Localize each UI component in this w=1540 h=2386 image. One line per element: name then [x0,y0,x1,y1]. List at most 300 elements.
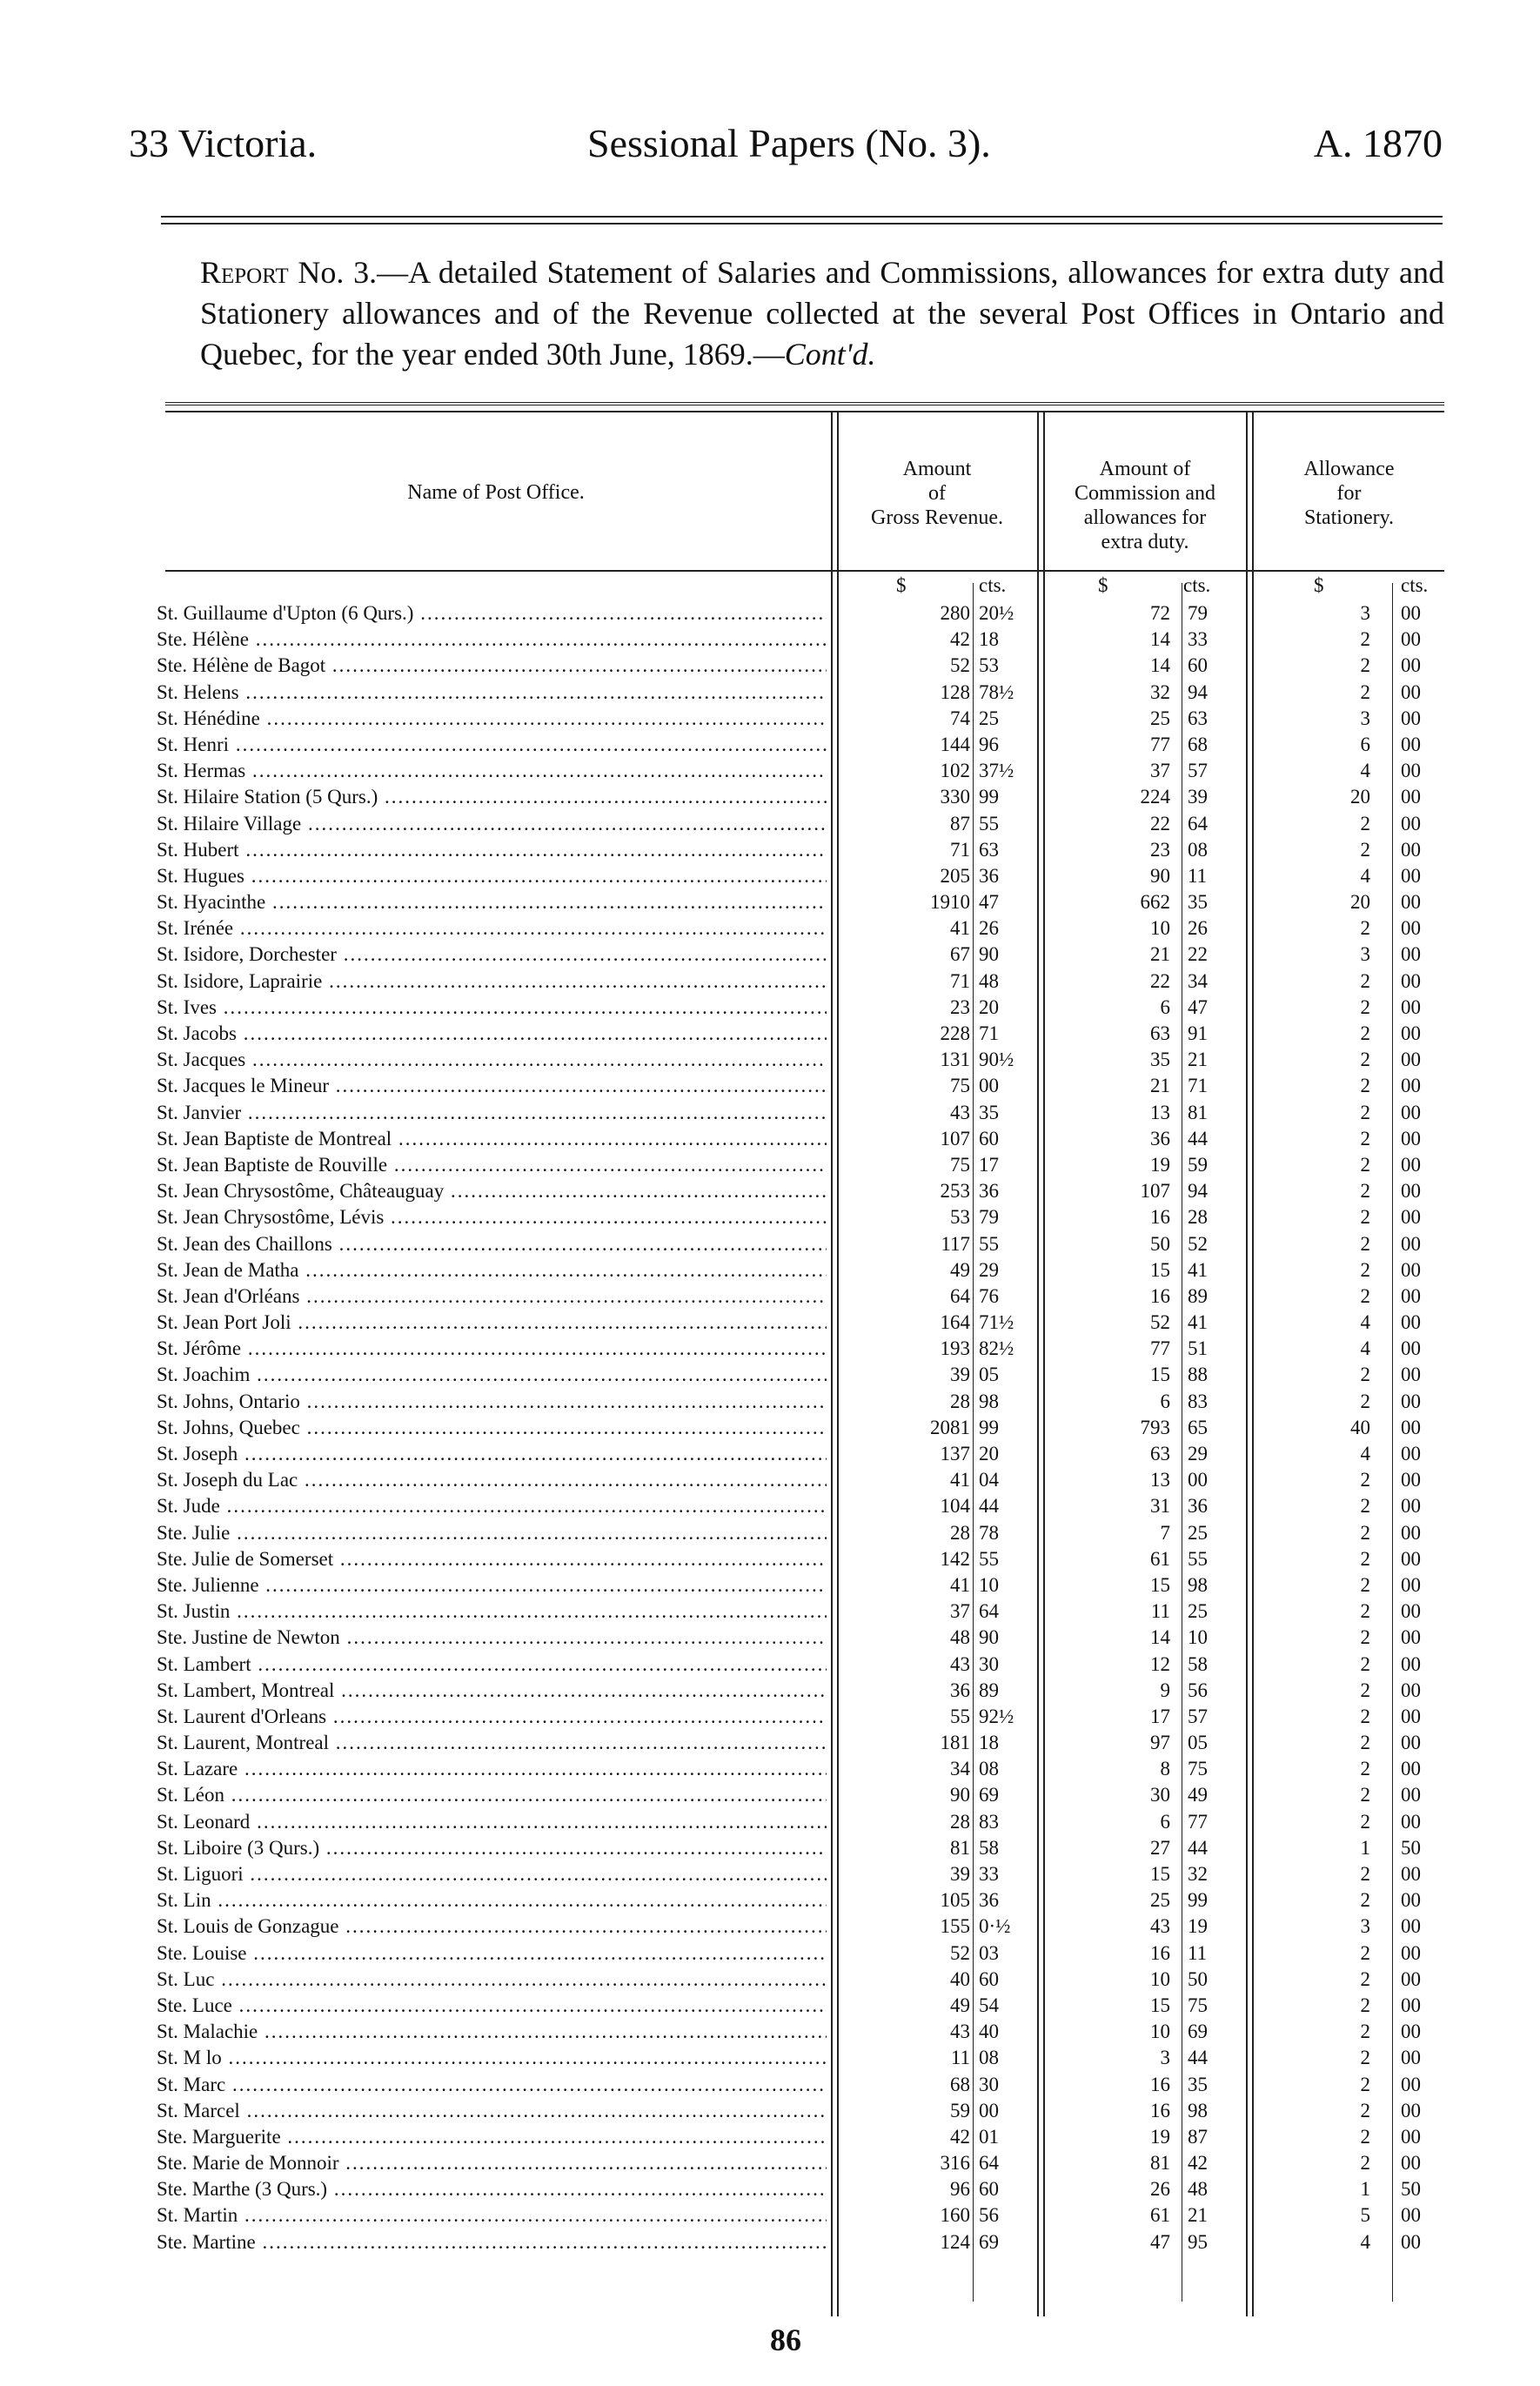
amount-com-c: 36 [1188,1495,1208,1518]
post-office-name: St. Liboire (3 Qurs.) ..... [157,1835,827,1861]
amount-com-d: 16 [1150,2073,1170,2095]
post-office-table [157,600,1444,2255]
amount-sta-d: 2 [1360,654,1370,677]
amount-rev-d: 34 [950,1758,970,1780]
table-row [157,863,1444,889]
amount-com-d: 81 [1150,2152,1170,2175]
table-row [157,758,1444,784]
post-office-name: St. Janvier ..... [157,1100,827,1126]
post-office-name: St. Joseph ..... [157,1441,827,1467]
amount-rev-c: 69 [979,2230,999,2253]
amount-sta-d: 2 [1360,2021,1370,2043]
header-left: 33 Victoria. [129,121,318,165]
amount-sta-c: 00 [1401,1337,1421,1360]
amount-com-c: 65 [1188,1416,1208,1438]
col-header-stationery-line: for [1336,482,1362,505]
table-row [157,1782,1444,1808]
amount-rev-c: 20 [979,995,999,1018]
amount-sta-c: 00 [1401,1573,1421,1596]
amount-sta-c: 00 [1401,733,1421,755]
amount-rev-d: 36 [950,1679,970,1701]
amount-rev-c: 63 [979,838,999,861]
post-office-name: St. Hénédine ..... [157,706,827,732]
amount-sta-d: 2 [1360,838,1370,861]
amount-com-c: 51 [1188,1337,1208,1360]
header-center: Sessional Papers (No. 3). [587,121,991,165]
amount-com-c: 08 [1188,838,1208,861]
post-office-name: St. Marcel ..... [157,2098,827,2124]
post-office-name: St. Jean Chrysostôme, Lévis ..... [157,1204,827,1230]
amount-rev-c: 56 [979,2204,999,2227]
table-row [157,1861,1444,1887]
amount-rev-d: 42 [950,2125,970,2148]
amount-com-d: 21 [1150,1075,1170,1097]
amount-rev-c: 76 [979,1284,999,1307]
amount-rev-c: 60 [979,2178,999,2201]
post-office-name: Ste. Luce ..... [157,1993,827,2019]
amount-sta-d: 3 [1360,707,1370,729]
amount-sta-d: 2 [1360,1258,1370,1281]
amount-com-c: 41 [1188,1258,1208,1281]
amount-com-d: 16 [1150,1941,1170,1964]
amount-com-c: 79 [1188,602,1208,624]
post-office-name: St. Hubert ..... [157,837,827,863]
amount-rev-d: 39 [950,1863,970,1885]
amount-rev-c: 90½ [979,1049,1014,1071]
amount-sta-c: 00 [1401,838,1421,861]
amount-com-d: 8 [1160,1758,1170,1780]
amount-sta-d: 2 [1360,1758,1370,1780]
amount-com-c: 11 [1188,1941,1208,1964]
amount-com-d: 6 [1160,1390,1170,1412]
amount-sta-c: 00 [1401,2125,1421,2148]
amount-sta-d: 4 [1360,760,1370,782]
table-row [157,889,1444,915]
post-office-name: St. Lin ..... [157,1887,827,1913]
report-intro [200,252,1444,375]
amount-com-d: 61 [1150,2204,1170,2227]
amount-sta-d: 2 [1360,917,1370,940]
amount-com-c: 35 [1188,2073,1208,2095]
table-row [157,2150,1444,2176]
amount-rev-d: 228 [940,1022,970,1044]
amount-rev-d: 28 [950,1810,970,1833]
amount-sta-d: 20 [1350,891,1370,914]
amount-rev-c: 00 [979,1075,999,1097]
amount-sta-c: 00 [1401,1758,1421,1780]
col-header-revenue-line: Amount [902,458,972,480]
amount-rev-c: 01 [979,2125,999,2148]
amount-com-d: 25 [1150,707,1170,729]
table-row [157,1336,1444,1362]
amount-rev-c: 64 [979,1600,999,1623]
amount-sta-d: 2 [1360,628,1370,651]
page-number: 86 [770,2322,801,2357]
amount-rev-d: 52 [950,654,970,677]
post-office-name: St. Hugues ..... [157,863,827,889]
table-row [157,1073,1444,1099]
amount-com-d: 19 [1150,2125,1170,2148]
table-row [157,1021,1444,1047]
post-office-name: St. Laurent, Montreal ..... [157,1730,827,1756]
table-row [157,1257,1444,1283]
amount-com-c: 50 [1188,1967,1208,1990]
amount-rev-d: 67 [950,943,970,966]
post-office-name: St. Joseph du Lac ..... [157,1467,827,1493]
post-office-name: St. Isidore, Dorchester ..... [157,942,827,968]
amount-com-c: 98 [1188,1573,1208,1596]
amount-sta-c: 00 [1401,1863,1421,1885]
amount-com-c: 64 [1188,812,1208,834]
amount-com-c: 00 [1188,1469,1208,1491]
header-rule-top [161,216,1443,218]
amount-rev-c: 18 [979,628,999,651]
amount-com-c: 94 [1188,680,1208,703]
amount-rev-c: 08 [979,1758,999,1780]
table-row [157,968,1444,995]
col-header-revenue-line: Gross Revenue. [871,506,1003,529]
amount-com-c: 48 [1188,2178,1208,2201]
amount-rev-c: 18 [979,1732,999,1754]
amount-com-c: 88 [1188,1364,1208,1386]
amount-rev-d: 193 [940,1337,970,1360]
amount-com-d: 31 [1150,1495,1170,1518]
amount-rev-c: 30 [979,2073,999,2095]
amount-sta-d: 2 [1360,1810,1370,1833]
amount-rev-c: 25 [979,707,999,729]
table-row [157,706,1444,732]
amount-rev-c: 20½ [979,602,1014,624]
table-row [157,2098,1444,2124]
amount-rev-d: 124 [940,2230,970,2253]
unit-cents-revenue: cts. [979,574,1007,596]
post-office-name: St. Hyacinthe ..... [157,889,827,915]
table-row [157,837,1444,863]
post-office-name: St. Lambert ..... [157,1652,827,1678]
amount-sta-c: 00 [1401,1364,1421,1386]
amount-com-d: 72 [1150,602,1170,624]
amount-com-d: 22 [1150,812,1170,834]
amount-sta-c: 00 [1401,917,1421,940]
amount-com-d: 77 [1150,1337,1170,1360]
amount-com-c: 56 [1188,1679,1208,1701]
amount-com-d: 47 [1150,2230,1170,2253]
amount-sta-d: 2 [1360,1784,1370,1806]
amount-sta-c: 00 [1401,995,1421,1018]
amount-sta-c: 00 [1401,1652,1421,1675]
post-office-name: St. Hilaire Village ..... [157,811,827,837]
amount-sta-d: 3 [1360,1915,1370,1938]
amount-rev-d: 43 [950,1652,970,1675]
amount-com-c: 32 [1188,1863,1208,1885]
amount-sta-d: 2 [1360,1153,1370,1176]
amount-com-d: 50 [1150,1232,1170,1255]
amount-sta-c: 00 [1401,1732,1421,1754]
amount-sta-c: 00 [1401,1784,1421,1806]
amount-sta-c: 00 [1401,1258,1421,1281]
amount-sta-d: 2 [1360,1390,1370,1412]
amount-rev-d: 2081 [930,1416,970,1438]
table-row [157,2124,1444,2150]
table-row [157,1415,1444,1441]
post-office-name: St. Irénée ..... [157,915,827,942]
amount-com-d: 21 [1150,943,1170,966]
amount-rev-c: 60 [979,1967,999,1990]
amount-com-d: 14 [1150,628,1170,651]
post-office-name: St. Jean de Matha ..... [157,1257,827,1283]
amount-com-d: 13 [1150,1101,1170,1123]
post-office-name: St. Hermas ..... [157,758,827,784]
unit-dollar-stationery: $ [1314,574,1324,596]
amount-rev-d: 142 [940,1547,970,1570]
amount-rev-d: 1910 [930,891,970,914]
amount-rev-c: 29 [979,1258,999,1281]
amount-rev-d: 43 [950,2021,970,2043]
amount-com-d: 10 [1150,2021,1170,2043]
amount-sta-c: 00 [1401,1469,1421,1491]
post-office-name: St. Henri ..... [157,732,827,758]
amount-sta-d: 2 [1360,969,1370,992]
amount-sta-d: 5 [1360,2204,1370,2227]
col-header-commission-line: Commission and [1074,482,1215,505]
amount-com-d: 25 [1150,1889,1170,1912]
amount-com-c: 05 [1188,1732,1208,1754]
post-office-name: St. Jacobs ..... [157,1021,827,1047]
amount-rev-d: 181 [940,1732,970,1754]
amount-com-d: 107 [1140,1180,1170,1203]
amount-rev-c: 00 [979,2099,999,2121]
amount-com-c: 49 [1188,1784,1208,1806]
amount-com-c: 21 [1188,2204,1208,2227]
post-office-name: St. Jean Baptiste de Rouville ..... [157,1152,827,1178]
amount-sta-d: 2 [1360,1652,1370,1675]
amount-sta-d: 2 [1360,2125,1370,2148]
amount-sta-d: 2 [1360,1022,1370,1044]
table-row [157,1362,1444,1388]
post-office-name: St. Liguori ..... [157,1861,827,1887]
table-row [157,732,1444,758]
amount-rev-c: 78½ [979,680,1014,703]
amount-com-d: 63 [1150,1022,1170,1044]
post-office-name: St. Leonard ..... [157,1809,827,1835]
amount-com-d: 36 [1150,1127,1170,1149]
amount-sta-c: 00 [1401,2230,1421,2253]
post-office-name: St. Justin ..... [157,1598,827,1625]
report-lead: Report [200,255,289,290]
amount-com-c: 91 [1188,1022,1208,1044]
amount-sta-d: 2 [1360,1364,1370,1386]
amount-rev-c: 17 [979,1153,999,1176]
amount-sta-d: 2 [1360,1732,1370,1754]
amount-sta-c: 00 [1401,1232,1421,1255]
amount-rev-d: 107 [940,1127,970,1149]
header-right: A. 1870 [1313,121,1443,165]
amount-com-c: 58 [1188,1652,1208,1675]
amount-rev-c: 92½ [979,1705,1014,1727]
amount-sta-d: 2 [1360,1547,1370,1570]
amount-sta-d: 3 [1360,602,1370,624]
amount-rev-c: 90 [979,943,999,966]
table-row [157,1283,1444,1310]
col-header-revenue [839,457,1035,530]
post-office-name: St. Helens ..... [157,680,827,706]
table-row [157,1047,1444,1073]
amount-com-d: 3 [1160,2047,1170,2069]
amount-sta-d: 2 [1360,1075,1370,1097]
amount-sta-c: 00 [1401,1495,1421,1518]
amount-sta-c: 00 [1401,2047,1421,2069]
amount-com-c: 22 [1188,943,1208,966]
amount-com-c: 21 [1188,1049,1208,1071]
amount-com-d: 6 [1160,995,1170,1018]
amount-sta-c: 00 [1401,654,1421,677]
amount-rev-d: 330 [940,786,970,808]
amount-rev-d: 128 [940,680,970,703]
amount-com-d: 32 [1150,680,1170,703]
post-office-name: St. Jean Chrysostôme, Châteauguay ..... [157,1178,827,1204]
amount-rev-d: 164 [940,1311,970,1334]
amount-sta-d: 1 [1360,2178,1370,2201]
amount-sta-d: 2 [1360,1863,1370,1885]
post-office-name: St. Guillaume d'Upton (6 Qurs.) ..... [157,600,827,627]
amount-rev-c: 08 [979,2047,999,2069]
amount-com-c: 34 [1188,969,1208,992]
amount-sta-d: 2 [1360,1232,1370,1255]
amount-com-c: 68 [1188,733,1208,755]
amount-rev-d: 41 [950,1573,970,1596]
amount-rev-d: 90 [950,1784,970,1806]
amount-rev-d: 52 [950,1941,970,1964]
col-header-revenue-line: of [928,482,946,505]
amount-sta-c: 00 [1401,760,1421,782]
amount-com-d: 15 [1150,1863,1170,1885]
amount-com-d: 17 [1150,1705,1170,1727]
post-office-name: St. Jean Port Joli ..... [157,1310,827,1336]
amount-sta-d: 2 [1360,1626,1370,1649]
amount-sta-c: 00 [1401,1679,1421,1701]
amount-rev-c: 99 [979,1416,999,1438]
post-office-name: St. Jacques le Mineur ..... [157,1073,827,1099]
amount-sta-d: 20 [1350,786,1370,808]
amount-com-c: 25 [1188,1600,1208,1623]
post-office-name: Ste. Julienne ..... [157,1572,827,1598]
post-office-name: St. Martin ..... [157,2202,827,2228]
amount-sta-d: 2 [1360,1180,1370,1203]
table-row [157,1310,1444,1336]
post-office-name: Ste. Justine de Newton ..... [157,1625,827,1651]
amount-sta-d: 2 [1360,2099,1370,2121]
amount-sta-c: 00 [1401,2021,1421,2043]
amount-rev-d: 205 [940,864,970,887]
amount-sta-d: 2 [1360,1679,1370,1701]
table-row [157,1730,1444,1756]
amount-com-c: 41 [1188,1311,1208,1334]
amount-sta-c: 00 [1401,2073,1421,2095]
amount-sta-c: 00 [1401,2099,1421,2121]
amount-sta-d: 4 [1360,1337,1370,1360]
amount-com-d: 11 [1150,1600,1170,1623]
post-office-name: St. Johns, Quebec ..... [157,1415,827,1441]
amount-sta-c: 00 [1401,1390,1421,1412]
amount-com-c: 44 [1188,1836,1208,1859]
amount-com-d: 30 [1150,1784,1170,1806]
amount-sta-d: 2 [1360,1101,1370,1123]
amount-com-d: 16 [1150,1206,1170,1229]
amount-com-c: 94 [1188,1180,1208,1203]
amount-sta-d: 2 [1360,1941,1370,1964]
post-office-name: St. Johns, Ontario ..... [157,1389,827,1415]
amount-sta-c: 00 [1401,1521,1421,1544]
amount-com-c: 57 [1188,760,1208,782]
amount-sta-d: 2 [1360,1495,1370,1518]
post-office-name: St. Lambert, Montreal ..... [157,1678,827,1704]
table-row [157,653,1444,679]
amount-rev-d: 131 [940,1049,970,1071]
amount-rev-d: 104 [940,1495,970,1518]
amount-rev-d: 155 [940,1915,970,1938]
amount-com-d: 224 [1140,786,1170,808]
post-office-name: St. Jude ..... [157,1493,827,1519]
amount-rev-d: 11 [950,2047,970,2069]
amount-rev-c: 60 [979,1127,999,1149]
table-row [157,1441,1444,1467]
post-office-name: Ste. Martine ..... [157,2229,827,2255]
amount-sta-d: 2 [1360,995,1370,1018]
table-row [157,1652,1444,1678]
amount-sta-c: 00 [1401,1022,1421,1044]
amount-rev-d: 102 [940,760,970,782]
post-office-name: Ste. Hélène ..... [157,627,827,653]
amount-com-c: 35 [1188,891,1208,914]
amount-sta-c: 00 [1401,1153,1421,1176]
amount-com-d: 6 [1160,1810,1170,1833]
post-office-name: St. Joachim ..... [157,1362,827,1388]
amount-rev-d: 280 [940,602,970,624]
amount-sta-c: 00 [1401,812,1421,834]
table-row [157,1704,1444,1730]
post-office-name: St. Malachie ..... [157,2019,827,2045]
amount-sta-d: 2 [1360,1284,1370,1307]
amount-com-d: 15 [1150,1364,1170,1386]
amount-sta-d: 4 [1360,2230,1370,2253]
amount-com-c: 60 [1188,654,1208,677]
amount-sta-d: 2 [1360,1889,1370,1912]
amount-sta-c: 00 [1401,602,1421,624]
amount-sta-c: 00 [1401,1311,1421,1334]
amount-com-c: 99 [1188,1889,1208,1912]
amount-rev-d: 59 [950,2099,970,2121]
amount-com-c: 59 [1188,1153,1208,1176]
amount-sta-c: 00 [1401,2152,1421,2175]
amount-sta-c: 00 [1401,1941,1421,1964]
amount-com-c: 83 [1188,1390,1208,1412]
table-row [157,942,1444,968]
amount-sta-d: 2 [1360,1967,1370,1990]
amount-sta-d: 2 [1360,2073,1370,2095]
amount-rev-d: 64 [950,1284,970,1307]
amount-rev-c: 96 [979,733,999,755]
amount-rev-c: 82½ [979,1337,1014,1360]
amount-rev-c: 35 [979,1101,999,1123]
post-office-name: St. Hilaire Station (5 Qurs.) ..... [157,784,827,810]
amount-com-c: 19 [1188,1915,1208,1938]
table-row [157,1913,1444,1940]
amount-com-c: 11 [1188,864,1208,887]
amount-rev-d: 96 [950,2178,970,2201]
amount-com-d: 52 [1150,1311,1170,1334]
amount-com-d: 22 [1150,969,1170,992]
amount-sta-d: 2 [1360,1521,1370,1544]
